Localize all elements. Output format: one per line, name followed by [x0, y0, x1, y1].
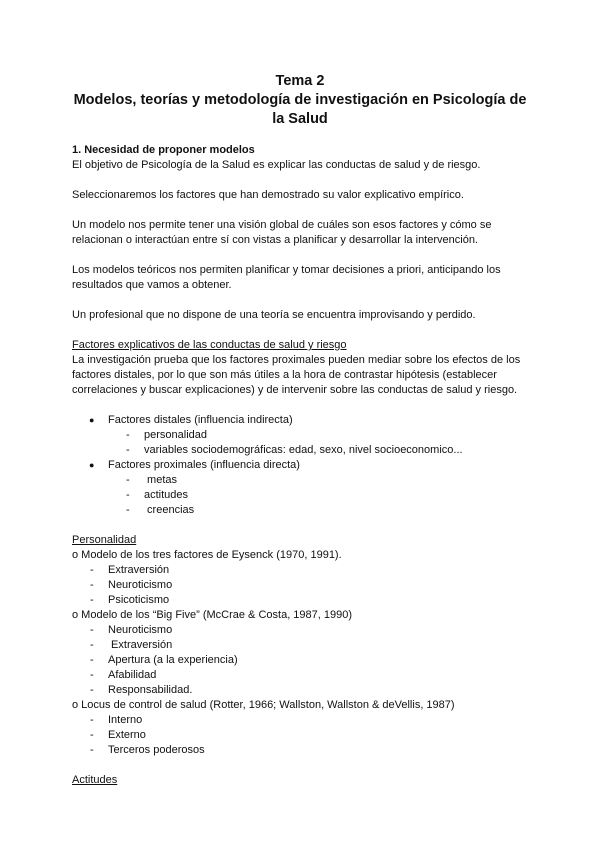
list-item: - Extraversión: [72, 638, 532, 653]
section-1-paragraph-3-line-1: Un modelo nos permite tener una visión global de cuáles son esos factores y cómo se: [72, 219, 492, 231]
section-1-paragraph-4-line-1: Los modelos teóricos nos permiten planificar y tomar decisiones a priori, anticipando los: [72, 264, 501, 276]
list-item: - Neuroticismo: [72, 578, 532, 593]
list-item: - Afabilidad: [72, 668, 532, 683]
list-item: - Externo: [72, 728, 532, 743]
factores-paragraph-line-1: La investigación prueba que los factores proximales pueden mediar sobre los efectos de los: [72, 354, 521, 366]
list-item: - metas: [72, 473, 532, 488]
bigfive-model-label: o Modelo de los “Big Five” (McCrae & Costa, 1987, 1990): [72, 609, 353, 621]
section-1-paragraph-5: Un profesional que no dispone de una teoría se encuentra improvisando y perdido.: [72, 309, 476, 321]
title-line-1: Modelos, teorías y metodología de investigación en Psicología de: [73, 92, 527, 108]
list-item-proximales: ● Factores proximales (influencia directa): [72, 458, 532, 473]
list-item: - Terceros poderosos: [72, 743, 532, 758]
document-title: [60, 72, 540, 129]
section-1-heading: 1. Necesidad de proponer modelos: [72, 144, 255, 156]
section-1-paragraph-2: Seleccionaremos los factores que han demostrado su valor explicativo empírico.: [72, 189, 464, 201]
list-item: - Responsabilidad.: [72, 683, 532, 698]
locus-model-label: o Locus de control de salud (Rotter, 1966; Wallston, Wallston & deVellis, 1987): [72, 699, 455, 711]
tema-label: Tema 2: [275, 73, 325, 89]
factores-list: [72, 413, 532, 518]
factores-heading: Factores explicativos de las conductas de salud y riesgo: [72, 339, 347, 351]
list-item: - personalidad: [72, 428, 532, 443]
list-item: - variables sociodemográficas: edad, sexo, nivel socioeconomico...: [72, 443, 532, 458]
list-item: - creencias: [72, 503, 532, 518]
section-1-paragraph-4-line-2: resultados que vamos a obtener.: [72, 279, 232, 291]
title-line-2: la Salud: [272, 111, 328, 127]
personalidad-heading: Personalidad: [72, 534, 137, 546]
list-item: - actitudes: [72, 488, 532, 503]
section-1-paragraph-3-line-2: relacionan o interactúan entre sí con vistas a planificar y desarrollar la intervención.: [72, 234, 478, 246]
factores-paragraph-line-2: factores distales, por lo que son más útiles a la hora de contrastar hipótesis (establecer: [72, 369, 497, 381]
list-item: - Extraversión: [72, 563, 532, 578]
factores-paragraph-line-3: correlaciones y buscar explicaciones) y de intervenir sobre las conductas de salud y riesgo.: [72, 384, 518, 396]
actitudes-heading: Actitudes: [72, 774, 118, 786]
eysenck-model-label: o Modelo de los tres factores de Eysenck (1970, 1991).: [72, 549, 342, 561]
list-item: - Neuroticismo: [72, 623, 532, 638]
document-body: [72, 143, 532, 788]
list-item: - Interno: [72, 713, 532, 728]
list-item: - Apertura (a la experiencia): [72, 653, 532, 668]
section-1-paragraph-1: El objetivo de Psicología de la Salud es explicar las conductas de salud y de riesgo.: [72, 159, 481, 171]
list-item-distales: ● Factores distales (influencia indirecta): [72, 413, 532, 428]
list-item: - Psicoticismo: [72, 593, 532, 608]
